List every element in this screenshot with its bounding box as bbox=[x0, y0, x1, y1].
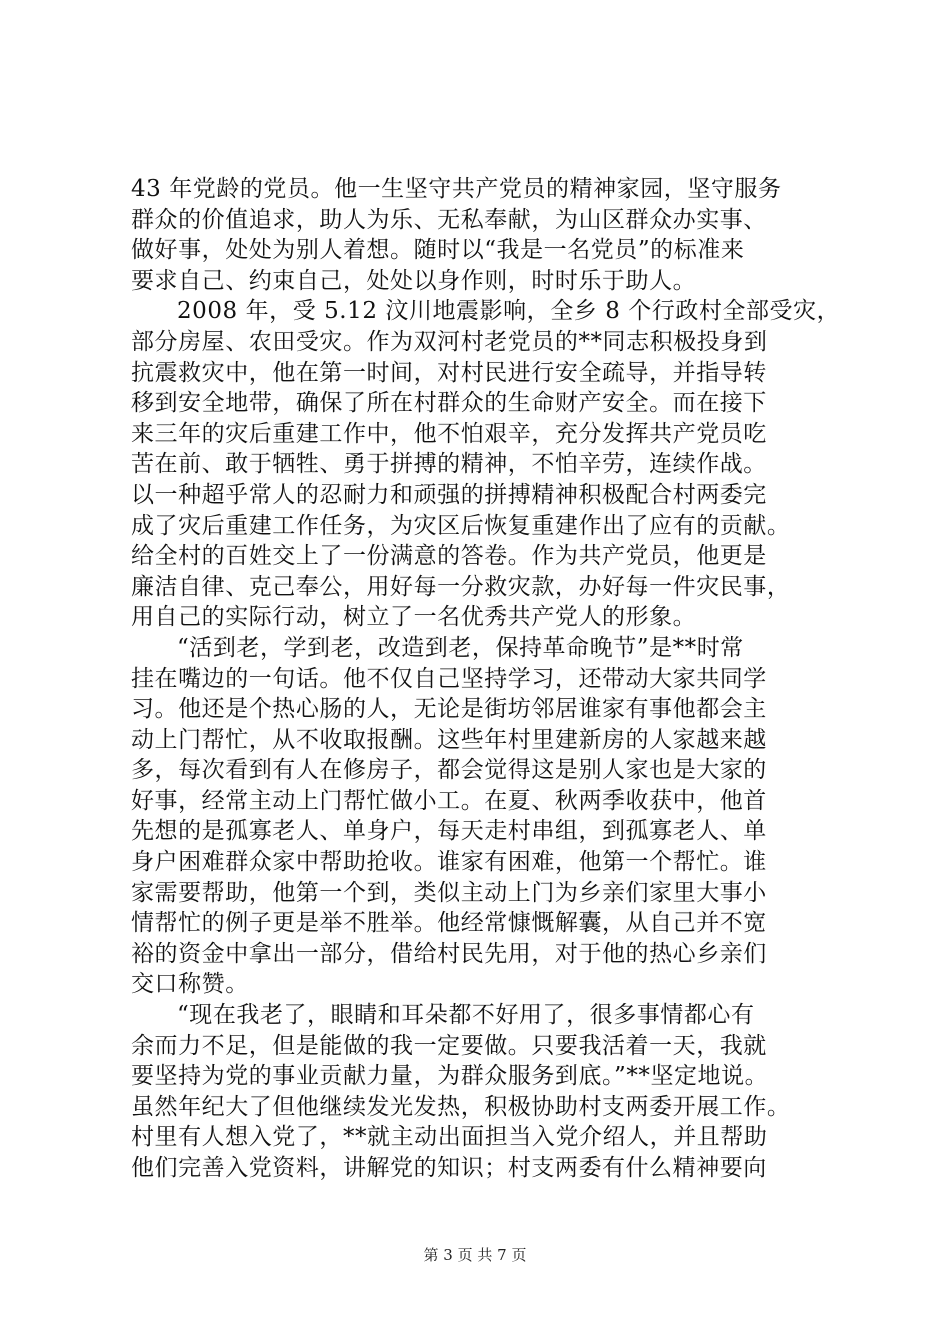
text-line: “活到老，学到老，改造到老，保持革命晚节”是**时常 bbox=[177, 634, 744, 661]
text-line: 村里有人想入党了，**就主动出面担当入党介绍人，并且帮助 bbox=[131, 1124, 768, 1151]
text-line: 部分房屋、农田受灾。作为双河村老党员的**同志积极投身到 bbox=[131, 328, 768, 355]
text-line: 抗震救灾中，他在第一时间，对村民进行安全疏导，并指导转 bbox=[131, 359, 767, 386]
text-line: 多，每次看到有人在修房子，都会觉得这是别人家也是大家的 bbox=[131, 757, 767, 784]
text-line: 来三年的灾后重建工作中，他不怕艰辛，充分发挥共产党员吃 bbox=[131, 420, 767, 447]
text-line: 要坚持为党的事业贡献力量，为群众服务到底。”**坚定地说。 bbox=[131, 1063, 769, 1090]
text-line: “现在我老了，眼睛和耳朵都不好用了，很多事情都心有 bbox=[177, 1002, 755, 1029]
text-line: 苦在前、敢于牺牲、勇于拼搏的精神，不怕辛劳，连续作战。 bbox=[131, 451, 767, 478]
text-line: 虽然年纪大了但他继续发光发热，积极协助村支两委开展工作。 bbox=[131, 1093, 791, 1120]
paragraph-1 bbox=[131, 174, 831, 296]
page-number-footer: 第 3 页 共 7 页 bbox=[423, 1246, 527, 1264]
text-line: 挂在嘴边的一句话。他不仅自己坚持学习，还带动大家共同学 bbox=[131, 665, 767, 692]
text-line: 动上门帮忙，从不收取报酬。这些年村里建新房的人家越来越 bbox=[131, 726, 767, 753]
text-line: 交口称赞。 bbox=[131, 971, 249, 998]
text-line: 要求自己、约束自己，处处以身作则，时时乐于助人。 bbox=[131, 267, 697, 294]
text-line: 他们完善入党资料，讲解党的知识；村支两委有什么精神要向 bbox=[131, 1155, 767, 1181]
text-line: 余而力不足，但是能做的我一定要做。只要我活着一天，我就 bbox=[131, 1032, 767, 1059]
text-line: 给全村的百姓交上了一份满意的答卷。作为共产党员，他更是 bbox=[131, 543, 767, 570]
text-line: 群众的价值追求，助人为乐、无私奉献，为山区群众办实事、 bbox=[131, 206, 767, 233]
text-line: 2008 年，受 5.12 汶川地震影响，全乡 8 个行政村全部受灾， bbox=[177, 298, 841, 325]
text-line: 43 年党龄的党员。他一生坚守共产党员的精神家园，坚守服务 bbox=[131, 176, 782, 202]
text-line: 裕的资金中拿出一部分，借给村民先用，对于他的热心乡亲们 bbox=[131, 940, 767, 967]
text-line: 以一种超乎常人的忍耐力和顽强的拼搏精神积极配合村两委完 bbox=[131, 481, 767, 508]
text-line: 家需要帮助，他第一个到，类似主动上门为乡亲们家里大事小 bbox=[131, 879, 767, 906]
text-line: 身户困难群众家中帮助抢收。谁家有困难，他第一个帮忙。谁 bbox=[131, 849, 767, 876]
text-line: 廉洁自律、克己奉公，用好每一分救灾款，办好每一件灾民事， bbox=[131, 573, 791, 600]
text-line: 情帮忙的例子更是举不胜举。他经常慷慨解囊，从自己并不宽 bbox=[131, 910, 767, 937]
text-line: 移到安全地带，确保了所在村群众的生命财产安全。而在接下 bbox=[131, 390, 767, 417]
document-body bbox=[131, 174, 841, 1184]
paragraph-4 bbox=[131, 1000, 831, 1184]
text-line: 成了灾后重建工作任务，为灾区后恢复重建作出了应有的贡献。 bbox=[131, 512, 791, 539]
text-line: 习。他还是个热心肠的人，无论是街坊邻居谁家有事他都会主 bbox=[131, 696, 767, 723]
paragraph-2 bbox=[131, 296, 841, 633]
text-line: 做好事，处处为别人着想。随时以“我是一名党员”的标准来 bbox=[131, 237, 745, 264]
text-line: 好事，经常主动上门帮忙做小工。在夏、秋两季收获中，他首 bbox=[131, 787, 767, 814]
paragraph-3 bbox=[131, 633, 831, 1000]
text-line: 先想的是孤寡老人、单身户，每天走村串组，到孤寡老人、单 bbox=[131, 818, 767, 845]
text-line: 用自己的实际行动，树立了一名优秀共产党人的形象。 bbox=[131, 604, 697, 631]
